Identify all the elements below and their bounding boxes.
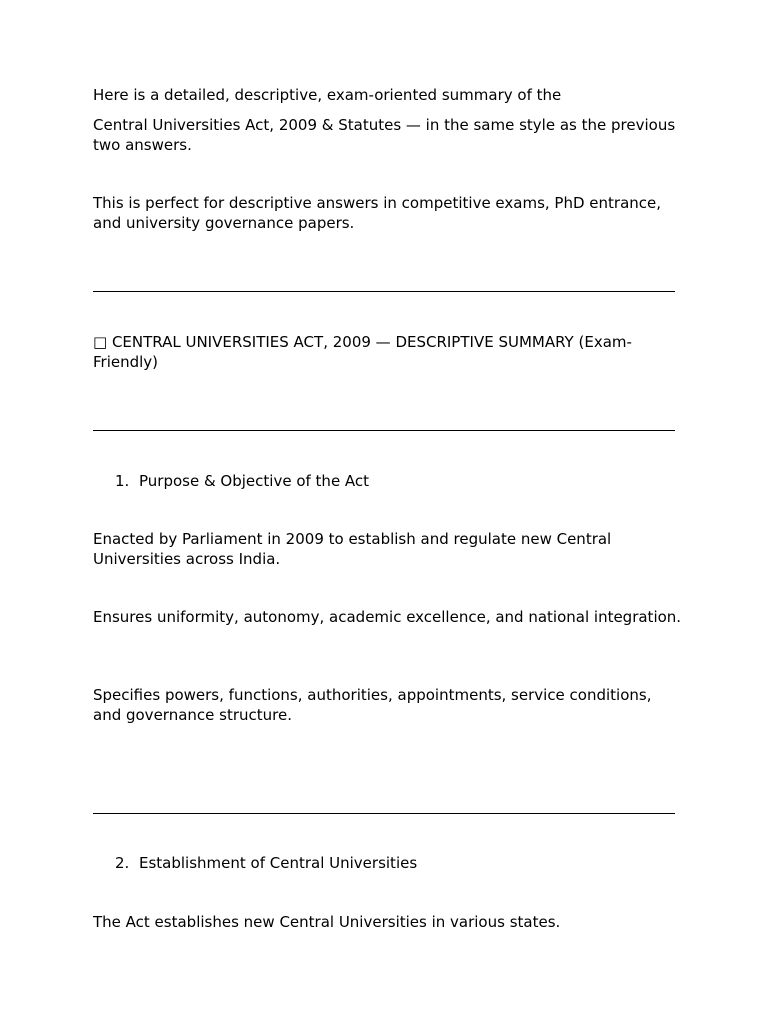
- section-title: Purpose & Objective of the Act: [139, 472, 370, 490]
- main-heading: □ CENTRAL UNIVERSITIES ACT, 2009 — DESCRIPTIVE SUMMARY (Exam-Friendly): [93, 333, 632, 371]
- intro-line-1: Here is a detailed, descriptive, exam-oriented summary of the: [93, 86, 562, 104]
- horizontal-divider: [93, 291, 675, 292]
- section-2-paragraph-1: The Act establishes new Central Universities in various states.: [93, 913, 561, 931]
- section-1-paragraph-2: Ensures uniformity, autonomy, academic excellence, and national integration.: [93, 608, 682, 626]
- section-1-paragraph-1: Enacted by Parliament in 2009 to establish and regulate new Central Universities across India.: [93, 530, 612, 568]
- section-number: 2.: [115, 854, 130, 872]
- section-heading-2: [115, 854, 675, 874]
- section-heading-1: [115, 472, 675, 492]
- intro-purpose: This is perfect for descriptive answers in competitive exams, PhD entrance, and university governance papers.: [93, 194, 662, 232]
- section-title: Establishment of Central Universities: [139, 854, 418, 872]
- section-1-paragraph-3: Specifies powers, functions, authorities, appointments, service conditions, and governance structure.: [93, 686, 652, 724]
- intro-line-2: Central Universities Act, 2009 & Statutes — in the same style as the previous two answers.: [93, 116, 676, 154]
- section-number: 1.: [115, 472, 130, 490]
- horizontal-divider: [93, 813, 675, 814]
- horizontal-divider: [93, 430, 675, 431]
